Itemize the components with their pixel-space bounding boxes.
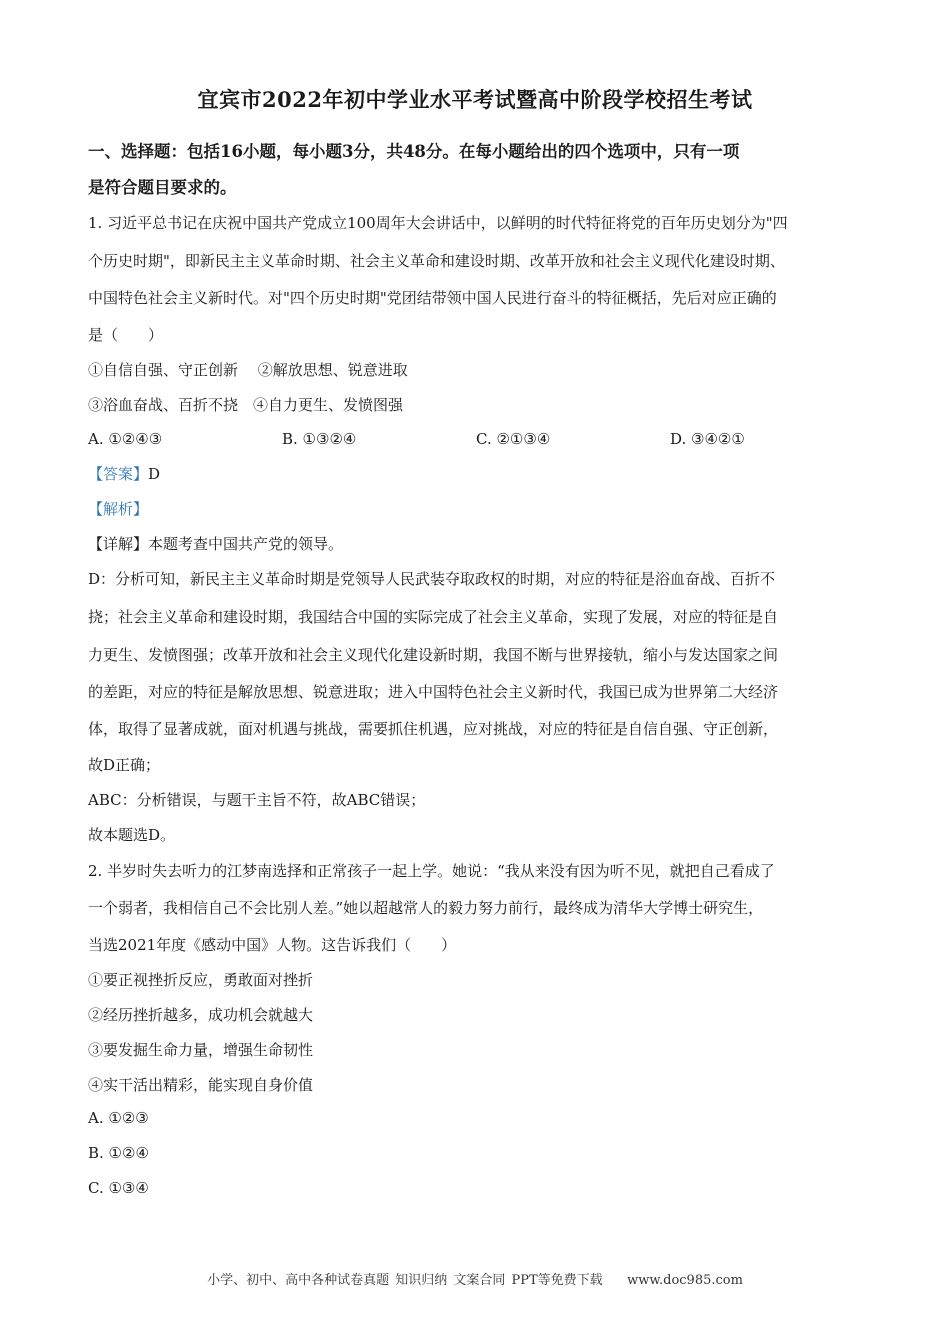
q2-item-line: ③要发掘生命力量，增强生命韧性	[88, 1041, 314, 1059]
q1-stem-line: 是（ ）	[88, 326, 164, 344]
q1-detail-line: 【详解】本题考查中国共产党的领导。	[88, 535, 344, 553]
page-title: 宜宾市2022年初中学业水平考试暨高中阶段学校招生考试	[197, 87, 753, 112]
q1-option-c: C. ②①③④	[476, 430, 551, 448]
q2-option-b: B. ①②④	[88, 1144, 149, 1162]
q1-stem-line: 个历史时期"，即新民主主义革命时期、社会主义革命和建设时期、改革开放和社会主义现代化建设时期、	[88, 252, 785, 270]
q1-option-a: A. ①②④③	[88, 430, 163, 448]
q1-option-b: B. ①③②④	[282, 430, 357, 448]
q2-stem-line: 当选2021年度《感动中国》人物。这告诉我们（ ）	[88, 936, 457, 954]
footer-text: 小学、初中、高中各种试卷真题 知识归纳 文案合同 PPT等免费下载	[207, 1273, 603, 1288]
q1-detail-line: 挠；社会主义革命和建设时期，我国结合中国的实际完成了社会主义革命，实现了发展，对应的特征是自	[88, 608, 779, 626]
q1-option-d: D. ③④②①	[670, 430, 745, 448]
q1-stem-line: 1. 习近平总书记在庆祝中国共产党成立100周年大会讲话中，以鲜明的时代特征将党的百年历史划分为"四	[88, 214, 788, 232]
q1-answer	[88, 464, 868, 484]
q2-item-line: ②经历挫折越多，成功机会就越大	[88, 1006, 314, 1024]
analysis-tag: 【解析】	[88, 500, 149, 518]
q1-detail-line: 故本题选D。	[88, 826, 176, 844]
q1-item-line: ①自信自强、守正创新 ②解放思想、锐意进取	[88, 361, 408, 379]
q1-item-line: ③浴血奋战、百折不挠 ④自力更生、发愤图强	[88, 396, 404, 414]
q1-detail-line: 体，取得了显著成就，面对机遇与挑战，需要抓住机遇，应对挑战，对应的特征是自信自强、守正创新，	[88, 720, 779, 738]
section-heading-line-2: 是符合题目要求的。	[88, 178, 237, 197]
q1-stem-line: 中国特色社会主义新时代。对"四个历史时期"党团结带领中国人民进行奋斗的特征概括，先后对应正确的	[88, 289, 777, 307]
answer-value: D	[148, 465, 161, 483]
q2-stem-line: 2. 半岁时失去听力的江梦南选择和正常孩子一起上学。她说：“我从来没有因为听不见，就把自己看成了	[88, 862, 775, 880]
footer	[0, 1269, 950, 1288]
q1-detail-line: 的差距，对应的特征是解放思想、锐意进取；进入中国特色社会主义新时代，我国已成为世界第二大经济	[88, 683, 779, 701]
q2-item-line: ①要正视挫折反应，勇敢面对挫折	[88, 971, 314, 989]
footer-link[interactable]: www.doc985.com	[627, 1273, 743, 1288]
q2-option-a: A. ①②③	[88, 1109, 149, 1127]
q2-item-line: ④实干活出精彩，能实现自身价值	[88, 1076, 314, 1094]
q2-option-c: C. ①③④	[88, 1179, 149, 1197]
q1-detail-line: ABC：分析错误，与题干主旨不符，故ABC错误；	[88, 791, 426, 809]
q2-stem-line: 一个弱者，我相信自己不会比别人差。”她以超越常人的毅力努力前行，最终成为清华大学博士研究生，	[88, 899, 764, 917]
q1-detail-line: D：分析可知，新民主主义革命时期是党领导人民武装夺取政权的时期，对应的特征是浴血奋战、百折不	[88, 570, 776, 588]
q1-detail-line: 故D正确；	[88, 756, 161, 774]
section-heading-line-1: 一、选择题：包括16小题，每小题3分，共48分。在每小题给出的四个选项中，只有一项	[88, 142, 740, 161]
q1-detail-line: 力更生、发愤图强；改革开放和社会主义现代化建设新时期，我国不断与世界接轨，缩小与发达国家之间	[88, 646, 779, 664]
answer-tag: 【答案】	[88, 465, 149, 483]
